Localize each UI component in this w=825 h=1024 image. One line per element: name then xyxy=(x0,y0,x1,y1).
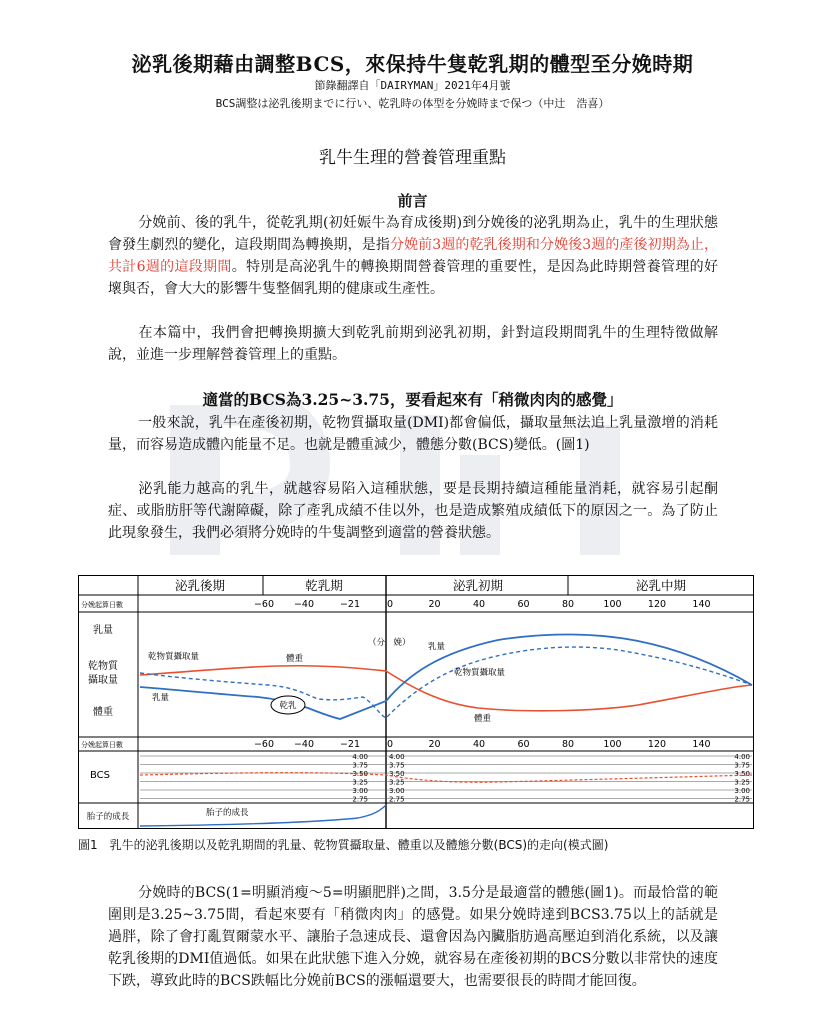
period-label-early-lactation: 泌乳初期 xyxy=(452,578,504,593)
x-tick-label: 140 xyxy=(692,599,711,610)
row-label-milk: 乳量 xyxy=(93,625,113,636)
x-tick-label: −21 xyxy=(339,739,361,750)
x-tick-label: 0 xyxy=(386,599,394,610)
figure-caption: 圖1 乳牛的泌乳後期以及乾乳期間的乳量、乾物質攝取量、體重以及體態分數(BCS)的走向(模式圖) xyxy=(78,838,609,852)
bcs-tick-label: 3.75 xyxy=(352,761,368,770)
highlight-text: 分娩前3週的乾乳後期和分娩後3週的產後初期為止，共計6週的這段期間 xyxy=(108,237,718,275)
fetal-curve xyxy=(140,805,386,826)
series-label-milk-left: 乳量 xyxy=(152,693,170,703)
bcs-grid xyxy=(140,753,752,804)
x-tick-label: 80 xyxy=(561,739,575,750)
x-tick-label: 20 xyxy=(428,739,441,750)
x-tick-label: −40 xyxy=(293,599,315,610)
x-axis-label-bottom: 分娩起算日數 xyxy=(81,741,123,749)
x-tick-label: −60 xyxy=(253,599,275,610)
weight-curve xyxy=(140,666,752,711)
bcs-tick-label: 3.50 xyxy=(389,770,405,778)
bcs-row-label: BCS xyxy=(89,770,111,781)
bcs-text-2: 泌乳能力越高的乳牛，就越容易陷入這種狀態，要是長期持續這種能量消耗，就容易引起酮症、或脂肪肝等代謝障礙，除了產乳成績不佳以外，也是造成繁殖成績低下的原因之一。為了防止此現象發生，我們必須將分娩時的牛隻調整到適當的營養狀態。 xyxy=(108,481,718,541)
series-label-weight-right: 體重 xyxy=(474,714,492,724)
bcs-tick-label: 2.75 xyxy=(352,795,368,804)
page-title: 泌乳後期藉由調整BCS，來保持牛隻乾乳期的體型至分娩時期 xyxy=(131,52,694,76)
x-tick-label: 140 xyxy=(692,739,711,750)
source-note: 節錄翻譯自「DAIRYMAN」2021年4月號 xyxy=(314,79,511,92)
period-label-late-lactation: 泌乳後期 xyxy=(174,578,226,593)
bcs-tick-label: 4.00 xyxy=(734,753,750,761)
x-axis-label-top: 分娩起算日數 xyxy=(81,601,123,609)
x-tick-label: 100 xyxy=(603,599,622,610)
x-tick-label: 100 xyxy=(603,739,622,750)
bcs-tick-label: 3.25 xyxy=(389,778,405,787)
x-tick-label: 20 xyxy=(428,599,441,610)
bcs-tick-label: 3.00 xyxy=(352,787,368,795)
bcs-heading: 適當的BCS為3.25~3.75，要看起來有「稍微肉肉的感覺」 xyxy=(202,390,623,409)
x-tick-label: 120 xyxy=(647,599,667,610)
bcs-tick-label: 3.50 xyxy=(352,770,368,778)
preface-text-a: 分娩前、後的乳牛，從乾乳期(初妊娠牛為育成後期)到分娩後的泌乳期為止，乳牛的生理狀態會發生劇烈的變化，這段期間為轉換期，是指 xyxy=(108,215,718,253)
milk-curve xyxy=(140,634,752,719)
dmi-curve xyxy=(140,647,752,718)
final-text: 分娩時的BCS(1=明顯消瘦～5=明顯肥胖)之間，3.5分是最適當的體態(圖1)。而最恰當的範圍則是3.25~3.75間，看起來要有「稍微肉肉」的感覺。如果分娩時達到BCS3.75以上的話就是過胖，除了會打亂賀爾蒙水平、讓胎子急速成長、還會因為內臟脂肪過高壓迫到消化系統，以及讓乾乳後期的DMI值過低。如果在此狀態下進入分娩，就容易在產後初期的BCS分數以非常快的速度下跌，導致此時的BCS跌幅比分娩前BCS的漲幅還要大，也需要很長的時間才能回復。 xyxy=(108,885,718,989)
bcs-tick-label: 3.00 xyxy=(734,787,750,795)
series-label-milk: 乳量 xyxy=(428,642,446,652)
x-tick-label: 80 xyxy=(561,599,575,610)
series-label-dmi-left: 乾物質攝取量 xyxy=(148,652,200,662)
preface-paragraph-1 xyxy=(108,212,718,300)
preface-heading: 前言 xyxy=(397,192,428,210)
series-label-dmi-right: 乾物質攝取量 xyxy=(454,668,506,678)
bcs-tick-label: 4.00 xyxy=(352,753,368,761)
bcs-tick-label: 3.00 xyxy=(389,787,405,795)
x-tick-label: 60 xyxy=(517,739,530,750)
bcs-tick-label: 3.25 xyxy=(734,778,750,787)
series-label-weight-left: 體重 xyxy=(286,654,304,664)
bcs-text-1: 一般來說，乳牛在產後初期，乾物質攝取量(DMI)都會偏低，攝取量無法追上乳量激增的消耗量，而容易造成體內能量不足。也就是體重減少，體態分數(BCS)變低。(圖1) xyxy=(108,415,718,453)
bcs-tick-label: 4.00 xyxy=(389,753,405,761)
row-label-dmi-2: 攝取量 xyxy=(88,675,118,686)
calving-label: （分 娩） xyxy=(368,638,411,648)
x-tick-label: −21 xyxy=(339,599,361,610)
preface-paragraph-2 xyxy=(108,322,718,366)
preface-text-2: 在本篇中，我們會把轉換期擴大到乾乳前期到泌乳初期，針對這段期間乳牛的生理特徵做解說，並進一步理解營養管理上的重點。 xyxy=(108,325,718,363)
final-paragraph xyxy=(108,882,718,992)
preface-text-b: 。特別是高泌乳牛的轉換期間營養管理的重要性，是因為此時期營養管理的好壞與否，會大大的影響牛隻整個乳期的健康或生產性。 xyxy=(108,259,718,297)
x-ticks-top xyxy=(254,599,711,610)
section-title: 乳牛生理的營養管理重點 xyxy=(319,148,506,168)
bcs-paragraph-1 xyxy=(108,412,718,456)
x-tick-label: 40 xyxy=(472,599,486,610)
bcs-tick-label: 3.75 xyxy=(734,761,750,770)
figure-1-chart xyxy=(78,575,754,830)
x-tick-label: −40 xyxy=(293,739,315,750)
fetal-row-label: 胎子的成長 xyxy=(86,812,130,822)
bcs-tick-label: 3.50 xyxy=(734,770,750,778)
row-label-dmi-1: 乾物質 xyxy=(88,661,118,672)
series-label-dry-off: 乾乳 xyxy=(279,701,297,711)
x-tick-label: 40 xyxy=(472,739,486,750)
bcs-tick-label: 2.75 xyxy=(389,795,405,804)
x-tick-label: 60 xyxy=(517,599,530,610)
bcs-tick-label: 3.25 xyxy=(352,778,368,787)
row-label-weight: 體重 xyxy=(93,707,113,718)
x-tick-label: 120 xyxy=(647,739,667,750)
bcs-curve xyxy=(140,773,752,783)
bcs-tick-label: 3.75 xyxy=(389,761,405,770)
japanese-title: BCS調整は泌乳後期までに行い、乾乳時の体型を分娩時まで保つ（中辻 浩喜） xyxy=(215,97,610,110)
bcs-paragraph-2 xyxy=(108,478,718,544)
fetal-series-label: 胎子的成長 xyxy=(206,808,249,818)
bcs-tick-label: 2.75 xyxy=(734,795,750,804)
period-label-mid-lactation: 泌乳中期 xyxy=(635,578,687,593)
period-label-dry: 乾乳期 xyxy=(305,578,343,593)
x-ticks-bottom xyxy=(254,739,711,750)
x-tick-label: 0 xyxy=(386,739,394,750)
x-tick-label: −60 xyxy=(253,739,275,750)
